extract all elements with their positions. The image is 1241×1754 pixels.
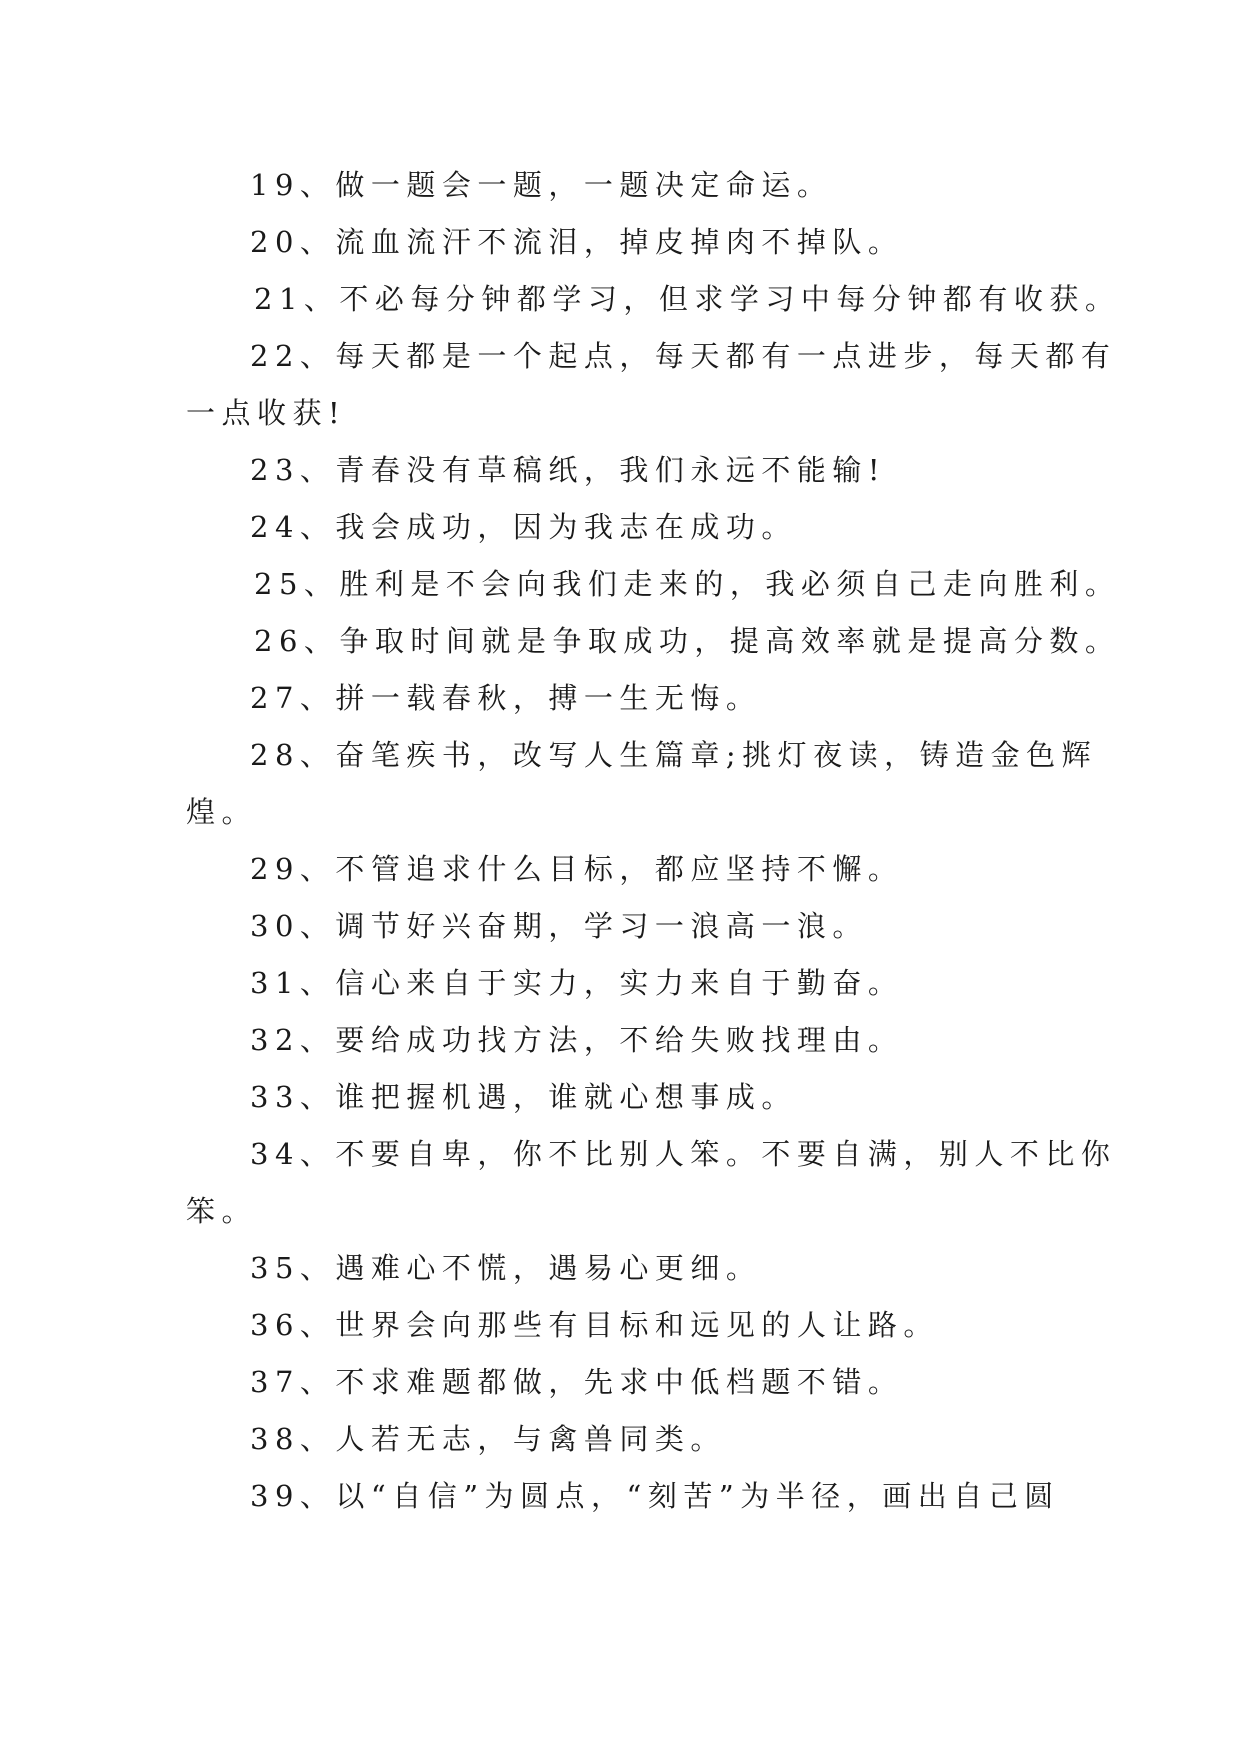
- text-line: 38、人若无志，与禽兽同类。: [250, 1422, 726, 1456]
- text-line: 23、青春没有草稿纸，我们永远不能输!: [250, 453, 887, 487]
- text-line: 36、世界会向那些有目标和远见的人让路。: [250, 1308, 939, 1342]
- text-line: 21、不必每分钟都学习，但求学习中每分钟都有收获。: [254, 282, 1121, 316]
- text-line: 一点收获!: [186, 396, 347, 430]
- text-line: 19、做一题会一题，一题决定命运。: [250, 168, 833, 202]
- text-line: 30、调节好兴奋期，学习一浪高一浪。: [250, 909, 868, 943]
- text-line: 22、每天都是一个起点，每天都有一点进步，每天都有: [250, 339, 1117, 373]
- text-line: 25、胜利是不会向我们走来的，我必须自己走向胜利。: [254, 567, 1121, 601]
- text-line: 27、拼一载春秋，搏一生无悔。: [250, 681, 762, 715]
- text-line: 24、我会成功，因为我志在成功。: [250, 510, 797, 544]
- text-line: 34、不要自卑，你不比别人笨。不要自满，别人不比你: [250, 1137, 1117, 1171]
- text-line: 26、争取时间就是争取成功，提高效率就是提高分数。: [254, 624, 1121, 658]
- text-line: 35、遇难心不慌，遇易心更细。: [250, 1251, 762, 1285]
- text-line: 31、信心来自于实力，实力来自于勤奋。: [250, 966, 904, 1000]
- text-line: 37、不求难题都做，先求中低档题不错。: [250, 1365, 904, 1399]
- text-line: 32、要给成功找方法，不给失败找理由。: [250, 1023, 904, 1057]
- text-line: 33、谁把握机遇，谁就心想事成。: [250, 1080, 797, 1114]
- text-line: 笨。: [186, 1194, 258, 1228]
- text-line: 20、流血流汗不流泪，掉皮掉肉不掉队。: [250, 225, 904, 259]
- text-line: 29、不管追求什么目标，都应坚持不懈。: [250, 852, 904, 886]
- text-line: 28、奋笔疾书，改写人生篇章;挑灯夜读，铸造金色辉: [250, 738, 1098, 772]
- text-line: 煌。: [186, 795, 258, 829]
- text-line: 39、以“自信”为圆点，“刻苦”为半径，画出自己圆: [250, 1479, 1060, 1513]
